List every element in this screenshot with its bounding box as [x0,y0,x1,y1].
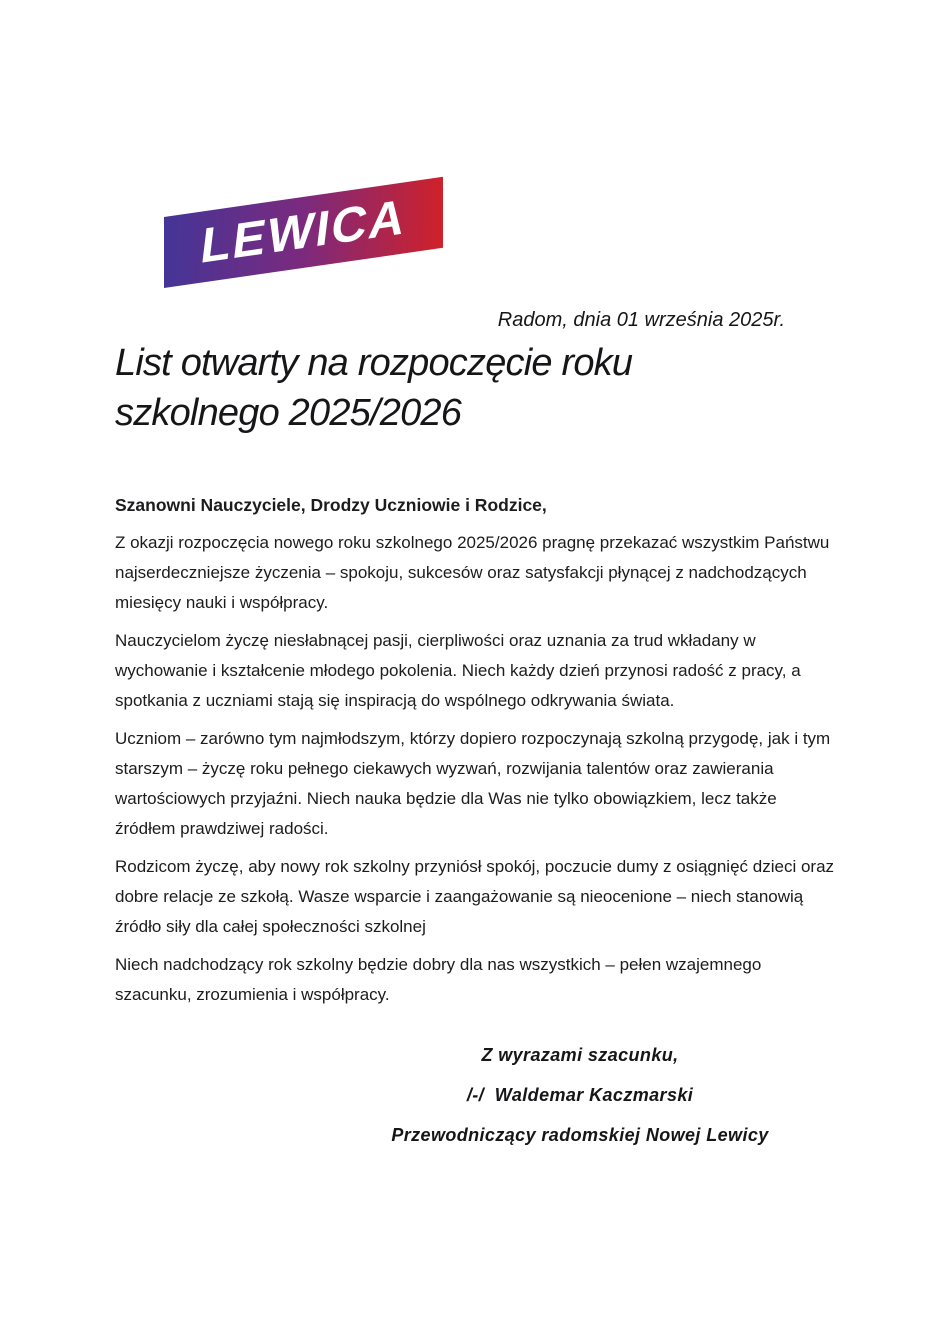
paragraph-line: wychowanie i kształcenie młodego pokolenia. Niech każdy dzień przynosi radość z pracy, a [115,661,801,680]
paragraph-line: miesięcy nauki i współpracy. [115,593,329,612]
title-line-1: List otwarty na rozpoczęcie roku [115,342,633,384]
paragraph-2 [115,626,837,716]
paragraph-1 [115,528,837,618]
paragraph-line: starszym – życzę roku pełnego ciekawych wyzwań, rozwijania talentów oraz zawierania [115,759,774,778]
paragraph-line: Niech nadchodzący rok szkolny będzie dobry dla nas wszystkich – pełen wzajemnego [115,955,762,974]
paragraph-line: dobre relacje ze szkołą. Wasze wsparcie i zaangażowanie są nieocenione – niech stanowią [115,887,804,906]
lewica-logo [164,177,443,288]
paragraph-5 [115,950,837,1010]
paragraph-3 [115,724,837,844]
closing-regards: Z wyrazami szacunku, [481,1045,679,1065]
paragraph-line: źródłem prawdziwej radości. [115,819,329,838]
salutation: Szanowni Nauczyciele, Drodzy Uczniowie i Rodzice, [115,495,547,515]
paragraph-line: Nauczycielom życzę niesłabnącej pasji, cierpliwości oraz uznania za trud wkładany w [115,631,756,650]
paragraph-line: najserdeczniejsze życzenia – spokoju, sukcesów oraz satysfakcji płynącej z nadchodzących [115,563,807,582]
paragraph-line: wartościowych przyjaźni. Niech nauka będzie dla Was nie tylko obowiązkiem, lecz także [115,789,777,808]
paragraph-line: Rodzicom życzę, aby nowy rok szkolny przyniósł spokój, poczucie dumy z osiągnięć dzieci oraz [115,857,835,876]
closing-signature: /-/ Waldemar Kaczmarski [466,1085,694,1105]
closing-role: Przewodniczący radomskiej Nowej Lewicy [391,1125,769,1145]
date-line: Radom, dnia 01 września 2025r. [497,309,785,331]
paragraph-line: Uczniom – zarówno tym najmłodszym, którzy dopiero rozpoczynają szkolną przygodę, jak i tym [115,729,831,748]
paragraph-line: źródło siły dla całej społeczności szkolnej [115,917,426,936]
letter-body [115,490,837,1018]
title-line-2: szkolnego 2025/2026 [115,392,462,434]
closing-block [330,1040,830,1160]
lewica-logo-text: LEWICA [197,189,410,275]
paragraph-line: szacunku, zrozumienia i współpracy. [115,985,390,1004]
paragraph-line: spotkania z uczniami stają się inspiracją do wspólnego odkrywania świata. [115,691,675,710]
paragraph-4 [115,852,837,942]
letter-title [115,338,632,438]
paragraph-line: Z okazji rozpoczęcia nowego roku szkolnego 2025/2026 pragnę przekazać wszystkim Państwu [115,533,830,552]
